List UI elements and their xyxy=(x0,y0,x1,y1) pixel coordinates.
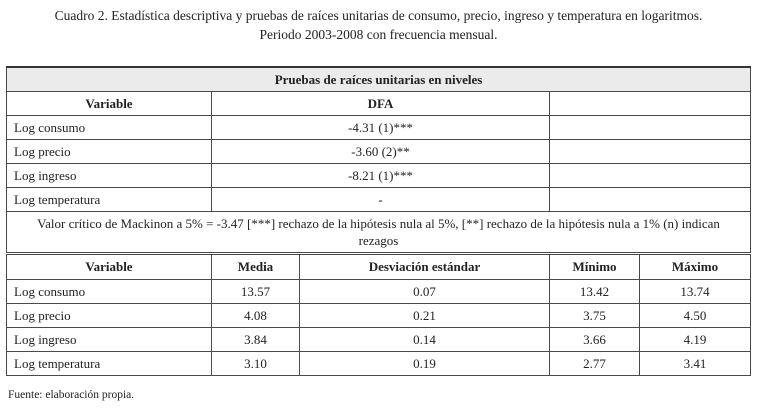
empty-cell xyxy=(550,116,751,140)
max-cell: 13.74 xyxy=(640,280,751,304)
sd-cell: 0.19 xyxy=(300,352,550,376)
critical-value-note: Valor crítico de Mackinon a 5% = -3.47 [***] rechazo de la hipótesis nula al 5%, [**] rechazo de la hipótesis nula a 1% (n) indican rezagos xyxy=(7,212,751,253)
dfa-cell: - xyxy=(212,188,550,212)
column-header-variable: Variable xyxy=(7,255,212,280)
dfa-cell: -3.60 (2)** xyxy=(212,140,550,164)
sd-cell: 0.07 xyxy=(300,280,550,304)
variable-cell: Log ingreso xyxy=(7,328,212,352)
dfa-cell: -8.21 (1)*** xyxy=(212,164,550,188)
variable-cell: Log consumo xyxy=(7,280,212,304)
column-header-variable: Variable xyxy=(7,92,212,116)
table-row xyxy=(7,164,751,188)
descriptive-stats-table xyxy=(6,254,751,376)
column-header-max: Máximo xyxy=(640,255,751,280)
source-note: Fuente: elaboración propia. xyxy=(8,389,135,401)
min-cell: 2.77 xyxy=(550,352,640,376)
variable-cell: Log precio xyxy=(7,140,212,164)
max-cell: 4.50 xyxy=(640,304,751,328)
caption-line-2: Periodo 2003-2008 con frecuencia mensual. xyxy=(259,27,498,42)
variable-cell: Log ingreso xyxy=(7,164,212,188)
variable-cell: Log precio xyxy=(7,304,212,328)
min-cell: 13.42 xyxy=(550,280,640,304)
dfa-cell: -4.31 (1)*** xyxy=(212,116,550,140)
table-row xyxy=(7,280,751,304)
column-header-min: Mínimo xyxy=(550,255,640,280)
caption-line-1: Cuadro 2. Estadística descriptiva y pruebas de raíces unitarias de consumo, precio, ingreso y temperatura en logaritmos. xyxy=(54,8,703,23)
media-cell: 13.57 xyxy=(212,280,300,304)
table-row xyxy=(7,188,751,212)
table-caption xyxy=(0,6,757,44)
max-cell: 4.19 xyxy=(640,328,751,352)
variable-cell: Log consumo xyxy=(7,116,212,140)
critical-value-note-row xyxy=(7,212,751,253)
empty-cell xyxy=(550,164,751,188)
max-cell: 3.41 xyxy=(640,352,751,376)
unit-root-header-row xyxy=(7,92,751,116)
empty-cell xyxy=(550,140,751,164)
media-cell: 3.10 xyxy=(212,352,300,376)
min-cell: 3.75 xyxy=(550,304,640,328)
column-header-sd: Desviación estándar xyxy=(300,255,550,280)
variable-cell: Log temperatura xyxy=(7,352,212,376)
table-row xyxy=(7,140,751,164)
column-header-dfa: DFA xyxy=(212,92,550,116)
column-header-empty xyxy=(550,92,751,116)
sd-cell: 0.21 xyxy=(300,304,550,328)
descriptive-header-row xyxy=(7,255,751,280)
min-cell: 3.66 xyxy=(550,328,640,352)
sd-cell: 0.14 xyxy=(300,328,550,352)
empty-cell xyxy=(550,188,751,212)
table-row xyxy=(7,304,751,328)
media-cell: 4.08 xyxy=(212,304,300,328)
unit-root-title-row xyxy=(7,67,751,92)
table-row xyxy=(7,328,751,352)
variable-cell: Log temperatura xyxy=(7,188,212,212)
table-row xyxy=(7,116,751,140)
table-row xyxy=(7,352,751,376)
unit-root-title: Pruebas de raíces unitarias en niveles xyxy=(7,67,751,92)
media-cell: 3.84 xyxy=(212,328,300,352)
column-header-media: Media xyxy=(212,255,300,280)
unit-root-table xyxy=(6,66,751,253)
